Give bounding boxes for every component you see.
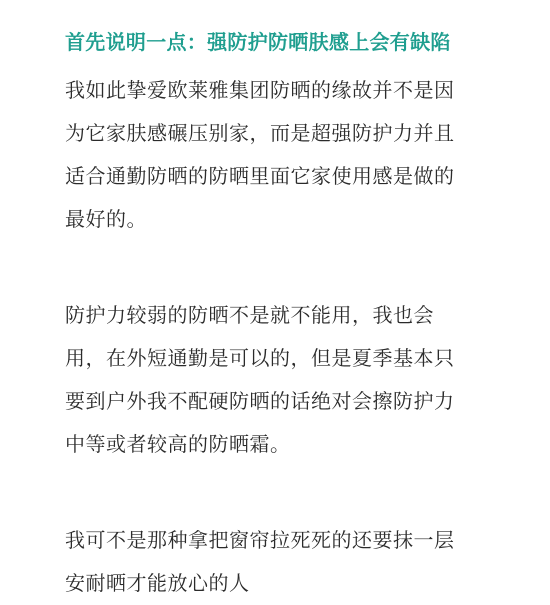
paragraph-line: 要到户外我不配硬防晒的话绝对会擦防护力: [65, 389, 455, 413]
paragraph-line: 最好的。: [65, 207, 147, 231]
paragraph-line: 安耐晒才能放心的人: [65, 571, 250, 595]
paragraph-1: [65, 69, 495, 241]
paragraph-line: 为它家肤感碾压别家，而是超强防护力并且: [65, 121, 455, 145]
paragraph-line: 我可不是那种拿把窗帘拉死死的还要抹一层: [65, 528, 455, 552]
paragraph-line: 防护力较弱的防晒不是就不能用，我也会: [65, 303, 434, 327]
paragraph-line: 我如此挚爱欧莱雅集团防晒的缘故并不是因: [65, 78, 455, 102]
paragraph-line: 中等或者较高的防晒霜。: [65, 432, 291, 456]
article-body: [65, 27, 495, 605]
paragraph-spacer: [65, 241, 495, 294]
section-heading: 首先说明一点：强防护防晒肤感上会有缺陷: [65, 30, 451, 54]
paragraph-3: [65, 519, 495, 605]
paragraph-spacer: [65, 466, 495, 519]
paragraph-line: 适合通勤防晒的防晒里面它家使用感是做的: [65, 164, 455, 188]
paragraph-2: [65, 294, 495, 466]
paragraph-line: 用，在外短通勤是可以的，但是夏季基本只: [65, 346, 455, 370]
